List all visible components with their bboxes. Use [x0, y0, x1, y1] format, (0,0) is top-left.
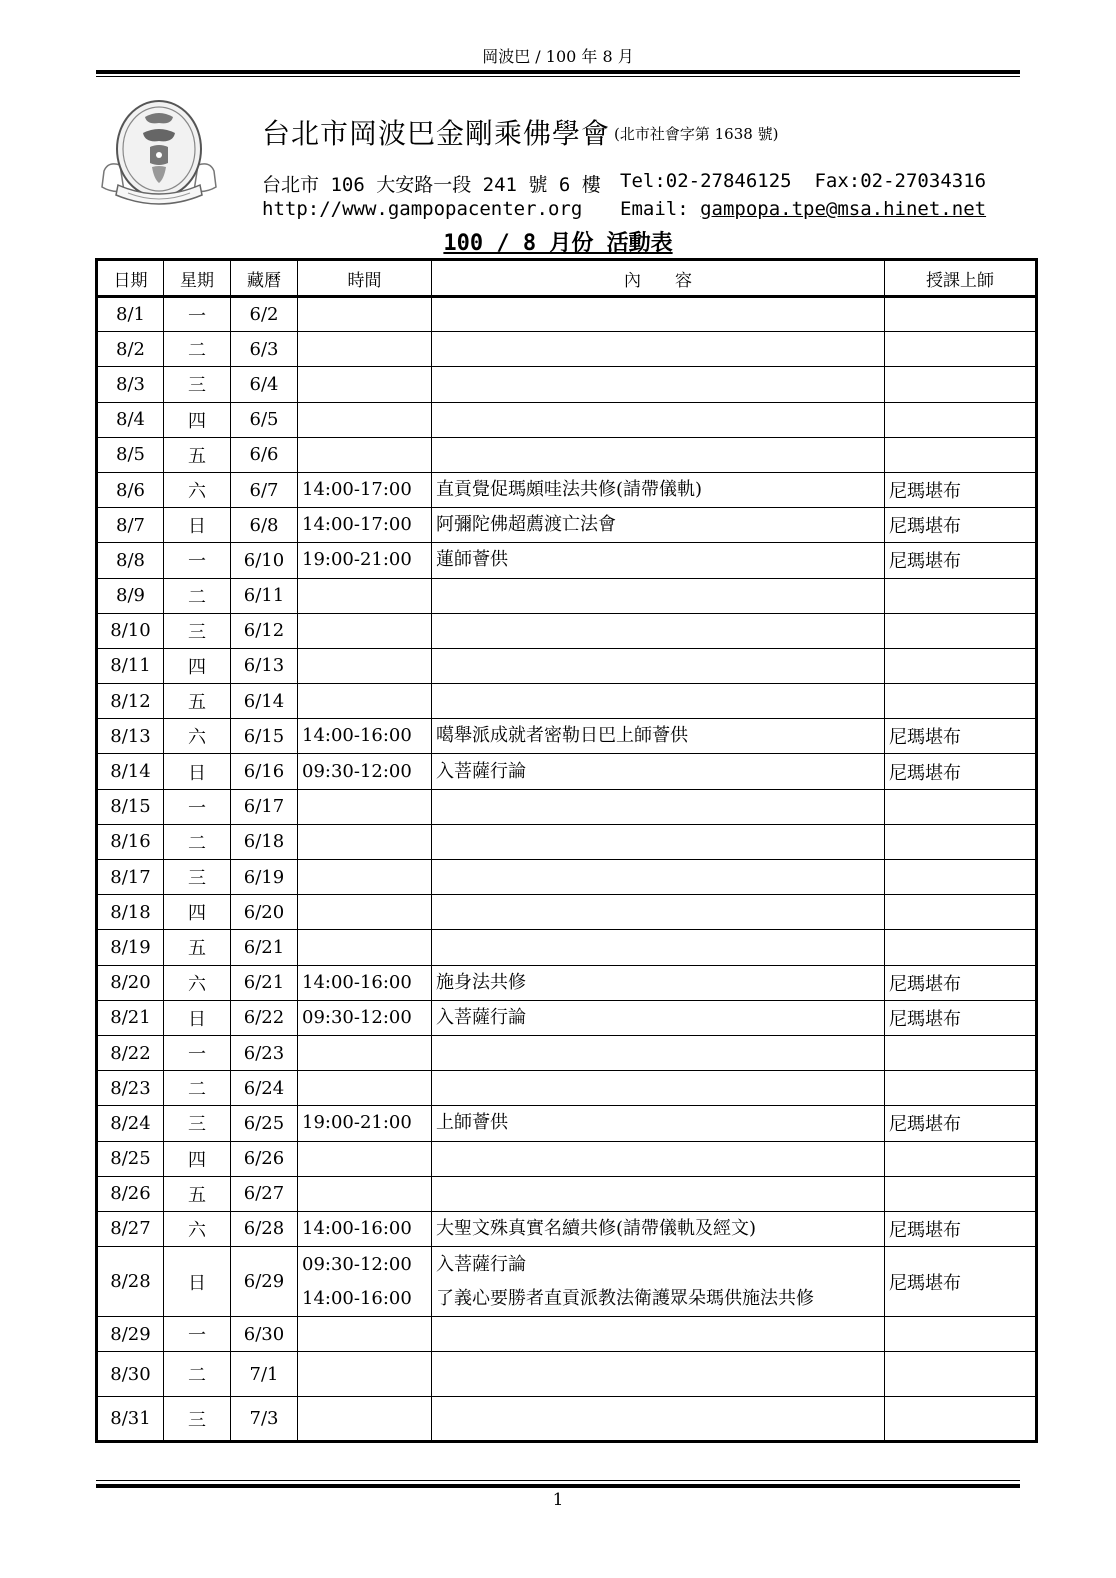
- cell-weekday: 三: [164, 1397, 231, 1442]
- cell-weekday: 日: [164, 1000, 231, 1035]
- cell-content: [432, 860, 885, 895]
- cell-time: [298, 367, 432, 402]
- cell-content: [432, 1247, 885, 1317]
- cell-time: [298, 789, 432, 824]
- cell-tibetan-date: 6/19: [231, 860, 298, 895]
- time-line: 14:00-16:00: [302, 1217, 412, 1239]
- table-row: [97, 402, 1037, 437]
- cell-date: 8/7: [97, 508, 164, 543]
- cell-weekday: 二: [164, 824, 231, 859]
- cell-date: 8/9: [97, 578, 164, 613]
- cell-teacher: [885, 930, 1037, 965]
- cell-time: [298, 1000, 432, 1035]
- cell-weekday: 二: [164, 1352, 231, 1397]
- cell-weekday: 二: [164, 1071, 231, 1106]
- cell-weekday: 五: [164, 684, 231, 719]
- col-header-content: 內 容: [432, 260, 885, 297]
- time-line: 14:00-16:00: [302, 1287, 412, 1309]
- cell-weekday: 四: [164, 895, 231, 930]
- cell-tibetan-date: 6/25: [231, 1106, 298, 1141]
- table-header-row: [97, 260, 1037, 297]
- cell-content: [432, 824, 885, 859]
- cell-teacher: [885, 1352, 1037, 1397]
- table-row: [97, 1317, 1037, 1352]
- cell-teacher: 尼瑪堪布: [885, 1247, 1037, 1317]
- tel-fax: [620, 170, 986, 192]
- table-row: [97, 367, 1037, 402]
- cell-tibetan-date: 6/21: [231, 965, 298, 1000]
- cell-time: [298, 332, 432, 367]
- table-row: [97, 472, 1037, 507]
- cell-teacher: 尼瑪堪布: [885, 719, 1037, 754]
- cell-tibetan-date: 6/23: [231, 1035, 298, 1070]
- header-rule-thin: [96, 76, 1020, 77]
- content-line: 直貢覺促瑪頗哇法共修(請帶儀軌): [436, 479, 703, 501]
- cell-content: [432, 367, 885, 402]
- cell-date: 8/17: [97, 860, 164, 895]
- table-row: [97, 754, 1037, 789]
- cell-content: [432, 1176, 885, 1211]
- content-line: 入菩薩行論: [436, 760, 526, 782]
- cell-time: [298, 754, 432, 789]
- table-row: [97, 1211, 1037, 1246]
- cell-content: [432, 613, 885, 648]
- footer-rule-thin: [96, 1480, 1020, 1481]
- cell-weekday: 三: [164, 613, 231, 648]
- table-row: [97, 648, 1037, 683]
- cell-tibetan-date: 6/6: [231, 437, 298, 472]
- table-row: [97, 332, 1037, 367]
- cell-date: 8/27: [97, 1211, 164, 1246]
- cell-teacher: [885, 437, 1037, 472]
- cell-teacher: [885, 578, 1037, 613]
- cell-tibetan-date: 6/24: [231, 1071, 298, 1106]
- table-row: [97, 613, 1037, 648]
- cell-content: [432, 297, 885, 332]
- cell-tibetan-date: 6/21: [231, 930, 298, 965]
- cell-date: 8/8: [97, 543, 164, 578]
- org-registration: (北市社會字第 1638 號): [614, 125, 779, 143]
- cell-teacher: [885, 684, 1037, 719]
- table-row: [97, 1141, 1037, 1176]
- org-address: 台北市 106 大安路一段 241 號 6 樓: [262, 174, 601, 196]
- cell-weekday: 五: [164, 930, 231, 965]
- table-row: [97, 1035, 1037, 1070]
- cell-content: [432, 1141, 885, 1176]
- cell-time: [298, 402, 432, 437]
- cell-teacher: [885, 1176, 1037, 1211]
- cell-date: 8/11: [97, 648, 164, 683]
- cell-date: 8/28: [97, 1247, 164, 1317]
- table-row: [97, 1000, 1037, 1035]
- cell-tibetan-date: 6/22: [231, 1000, 298, 1035]
- cell-tibetan-date: 6/20: [231, 895, 298, 930]
- cell-tibetan-date: 6/2: [231, 297, 298, 332]
- table-row: [97, 684, 1037, 719]
- table-row: [97, 824, 1037, 859]
- cell-time: [298, 472, 432, 507]
- cell-tibetan-date: 6/17: [231, 789, 298, 824]
- cell-tibetan-date: 6/10: [231, 543, 298, 578]
- cell-teacher: [885, 297, 1037, 332]
- cell-date: 8/2: [97, 332, 164, 367]
- cell-time: [298, 1106, 432, 1141]
- cell-date: 8/16: [97, 824, 164, 859]
- cell-time: [298, 719, 432, 754]
- cell-time: [298, 1211, 432, 1246]
- cell-date: 8/21: [97, 1000, 164, 1035]
- content-line: 入菩薩行論: [436, 1006, 526, 1028]
- cell-date: 8/22: [97, 1035, 164, 1070]
- cell-time: [298, 684, 432, 719]
- cell-content: [432, 684, 885, 719]
- cell-weekday: 二: [164, 578, 231, 613]
- cell-date: 8/14: [97, 754, 164, 789]
- cell-weekday: 日: [164, 508, 231, 543]
- cell-date: 8/15: [97, 789, 164, 824]
- cell-time: [298, 613, 432, 648]
- cell-tibetan-date: 7/1: [231, 1352, 298, 1397]
- cell-time: [298, 543, 432, 578]
- cell-teacher: 尼瑪堪布: [885, 965, 1037, 1000]
- cell-teacher: [885, 332, 1037, 367]
- table-row: [97, 860, 1037, 895]
- col-header-date: 日期: [97, 260, 164, 297]
- cell-teacher: 尼瑪堪布: [885, 543, 1037, 578]
- cell-date: 8/6: [97, 472, 164, 507]
- cell-date: 8/13: [97, 719, 164, 754]
- org-email-link[interactable]: gampopa.tpe@msa.hinet.net: [700, 198, 987, 220]
- cell-content: [432, 1211, 885, 1246]
- cell-teacher: [885, 648, 1037, 683]
- table-row: [97, 965, 1037, 1000]
- time-line: 14:00-16:00: [302, 725, 412, 747]
- cell-weekday: 五: [164, 1176, 231, 1211]
- table-row: [97, 789, 1037, 824]
- cell-time: [298, 1176, 432, 1211]
- cell-teacher: 尼瑪堪布: [885, 1106, 1037, 1141]
- table-row: [97, 437, 1037, 472]
- running-header: 岡波巴 / 100 年 8 月: [482, 47, 634, 66]
- cell-teacher: [885, 402, 1037, 437]
- cell-tibetan-date: 6/16: [231, 754, 298, 789]
- cell-time: [298, 1352, 432, 1397]
- cell-teacher: [885, 1141, 1037, 1176]
- cell-content: [432, 508, 885, 543]
- cell-time: [298, 1035, 432, 1070]
- cell-weekday: 一: [164, 789, 231, 824]
- cell-date: 8/31: [97, 1397, 164, 1442]
- cell-content: [432, 789, 885, 824]
- cell-date: 8/23: [97, 1071, 164, 1106]
- org-tel: Tel:02-27846125: [620, 170, 792, 192]
- cell-weekday: 一: [164, 543, 231, 578]
- table-row: [97, 1352, 1037, 1397]
- table-row: [97, 895, 1037, 930]
- cell-weekday: 六: [164, 719, 231, 754]
- time-line: 14:00-17:00: [302, 479, 412, 501]
- table-row: [97, 1176, 1037, 1211]
- cell-weekday: 六: [164, 1211, 231, 1246]
- cell-tibetan-date: 6/4: [231, 367, 298, 402]
- cell-time: [298, 1071, 432, 1106]
- cell-teacher: 尼瑪堪布: [885, 1211, 1037, 1246]
- table-body: [97, 297, 1037, 1442]
- content-line: 施身法共修: [436, 971, 526, 993]
- cell-teacher: [885, 1397, 1037, 1442]
- cell-weekday: 四: [164, 402, 231, 437]
- cell-tibetan-date: 6/27: [231, 1176, 298, 1211]
- cell-teacher: [885, 824, 1037, 859]
- cell-date: 8/3: [97, 367, 164, 402]
- cell-weekday: 六: [164, 472, 231, 507]
- cell-time: [298, 648, 432, 683]
- cell-tibetan-date: 6/30: [231, 1317, 298, 1352]
- cell-teacher: 尼瑪堪布: [885, 472, 1037, 507]
- cell-content: [432, 719, 885, 754]
- cell-content: [432, 1317, 885, 1352]
- cell-weekday: 一: [164, 1035, 231, 1070]
- time-line: 14:00-16:00: [302, 971, 412, 993]
- cell-tibetan-date: 6/29: [231, 1247, 298, 1317]
- cell-weekday: 一: [164, 297, 231, 332]
- cell-date: 8/1: [97, 297, 164, 332]
- cell-content: [432, 965, 885, 1000]
- cell-content: [432, 1035, 885, 1070]
- cell-content: [432, 754, 885, 789]
- cell-content: [432, 402, 885, 437]
- cell-time: [298, 1397, 432, 1442]
- org-name: 台北市岡波巴金剛乘佛學會 (北市社會字第 1638 號): [262, 117, 779, 150]
- activity-schedule-table: [95, 258, 1038, 1443]
- cell-tibetan-date: 6/12: [231, 613, 298, 648]
- cell-teacher: [885, 895, 1037, 930]
- cell-teacher: [885, 1071, 1037, 1106]
- email-label: Email:: [620, 198, 689, 220]
- table-row: [97, 543, 1037, 578]
- cell-weekday: 二: [164, 332, 231, 367]
- cell-tibetan-date: 6/8: [231, 508, 298, 543]
- cell-content: [432, 332, 885, 367]
- cell-date: 8/20: [97, 965, 164, 1000]
- org-website[interactable]: http://www.gampopacenter.org: [262, 198, 583, 220]
- time-line: 09:30-12:00: [302, 760, 412, 782]
- time-line: 09:30-12:00: [302, 1006, 412, 1028]
- cell-teacher: [885, 789, 1037, 824]
- cell-date: 8/12: [97, 684, 164, 719]
- cell-date: 8/5: [97, 437, 164, 472]
- cell-date: 8/19: [97, 930, 164, 965]
- cell-content: [432, 1000, 885, 1035]
- header-rule-thick: [96, 70, 1020, 74]
- content-line: 噶舉派成就者密勒日巴上師薈供: [436, 725, 688, 747]
- cell-date: 8/4: [97, 402, 164, 437]
- cell-date: 8/10: [97, 613, 164, 648]
- cell-content: [432, 1397, 885, 1442]
- cell-content: [432, 1352, 885, 1397]
- table-row: [97, 1071, 1037, 1106]
- cell-tibetan-date: 6/13: [231, 648, 298, 683]
- org-fax: Fax:02-27034316: [814, 170, 987, 192]
- cell-time: [298, 860, 432, 895]
- cell-weekday: 日: [164, 1247, 231, 1317]
- table-row: [97, 719, 1037, 754]
- cell-tibetan-date: 6/28: [231, 1211, 298, 1246]
- cell-weekday: 六: [164, 965, 231, 1000]
- cell-teacher: [885, 1317, 1037, 1352]
- cell-content: [432, 895, 885, 930]
- cell-teacher: 尼瑪堪布: [885, 1000, 1037, 1035]
- time-line: 19:00-21:00: [302, 1112, 412, 1134]
- cell-weekday: 五: [164, 437, 231, 472]
- content-line: 了義心要勝者直貢派教法衛護眾朵瑪供施法共修: [436, 1287, 814, 1309]
- table-row: [97, 508, 1037, 543]
- cell-date: 8/30: [97, 1352, 164, 1397]
- cell-time: [298, 895, 432, 930]
- cell-content: [432, 930, 885, 965]
- cell-teacher: [885, 367, 1037, 402]
- cell-weekday: 日: [164, 754, 231, 789]
- cell-time: [298, 1317, 432, 1352]
- cell-teacher: [885, 1035, 1037, 1070]
- cell-time: [298, 508, 432, 543]
- cell-content: [432, 1071, 885, 1106]
- cell-weekday: 三: [164, 860, 231, 895]
- cell-tibetan-date: 6/26: [231, 1141, 298, 1176]
- cell-time: [298, 965, 432, 1000]
- col-header-weekday: 星期: [164, 260, 231, 297]
- table-row: [97, 297, 1037, 332]
- cell-content: [432, 472, 885, 507]
- cell-date: 8/29: [97, 1317, 164, 1352]
- page-number: 1: [552, 1490, 564, 1510]
- cell-date: 8/24: [97, 1106, 164, 1141]
- cell-content: [432, 437, 885, 472]
- cell-weekday: 四: [164, 648, 231, 683]
- table-row: [97, 1106, 1037, 1141]
- content-line: 入菩薩行論: [436, 1253, 526, 1275]
- col-header-teacher: 授課上師: [885, 260, 1037, 297]
- cell-content: [432, 578, 885, 613]
- content-line: 阿彌陀佛超薦渡亡法會: [436, 514, 616, 536]
- cell-content: [432, 543, 885, 578]
- time-line: 14:00-17:00: [302, 514, 412, 536]
- footer-rule-thick: [96, 1484, 1020, 1488]
- content-line: 大聖文殊真實名續共修(請帶儀軌及經文): [436, 1217, 757, 1239]
- cell-date: 8/18: [97, 895, 164, 930]
- cell-teacher: 尼瑪堪布: [885, 754, 1037, 789]
- lotus-seal-logo: [98, 95, 220, 211]
- document-title: 100 / 8 月份 活動表: [443, 231, 673, 256]
- col-header-tibetan-date: 藏曆: [231, 260, 298, 297]
- cell-tibetan-date: 6/14: [231, 684, 298, 719]
- cell-content: [432, 1106, 885, 1141]
- cell-time: [298, 297, 432, 332]
- cell-time: [298, 1141, 432, 1176]
- content-line: 蓮師薈供: [436, 549, 508, 571]
- cell-time: [298, 824, 432, 859]
- cell-weekday: 三: [164, 1106, 231, 1141]
- cell-time: [298, 930, 432, 965]
- cell-tibetan-date: 6/3: [231, 332, 298, 367]
- contact-line-1: [262, 170, 987, 197]
- cell-date: 8/25: [97, 1141, 164, 1176]
- cell-teacher: 尼瑪堪布: [885, 508, 1037, 543]
- cell-weekday: 四: [164, 1141, 231, 1176]
- cell-weekday: 一: [164, 1317, 231, 1352]
- cell-tibetan-date: 7/3: [231, 1397, 298, 1442]
- table-row: [97, 930, 1037, 965]
- cell-teacher: [885, 860, 1037, 895]
- cell-time: [298, 437, 432, 472]
- cell-weekday: 三: [164, 367, 231, 402]
- cell-teacher: [885, 613, 1037, 648]
- table-row: [97, 578, 1037, 613]
- cell-tibetan-date: 6/7: [231, 472, 298, 507]
- cell-date: 8/26: [97, 1176, 164, 1211]
- time-line: 19:00-21:00: [302, 549, 412, 571]
- cell-time: [298, 578, 432, 613]
- col-header-time: 時間: [298, 260, 432, 297]
- table-row: [97, 1247, 1037, 1317]
- cell-tibetan-date: 6/18: [231, 824, 298, 859]
- contact-line-2: [262, 198, 987, 220]
- cell-tibetan-date: 6/11: [231, 578, 298, 613]
- org-email-group: [620, 198, 986, 220]
- cell-tibetan-date: 6/15: [231, 719, 298, 754]
- table-row: [97, 1397, 1037, 1442]
- cell-content: [432, 648, 885, 683]
- cell-tibetan-date: 6/5: [231, 402, 298, 437]
- content-line: 上師薈供: [436, 1112, 508, 1134]
- time-line: 09:30-12:00: [302, 1253, 412, 1275]
- cell-time: [298, 1247, 432, 1317]
